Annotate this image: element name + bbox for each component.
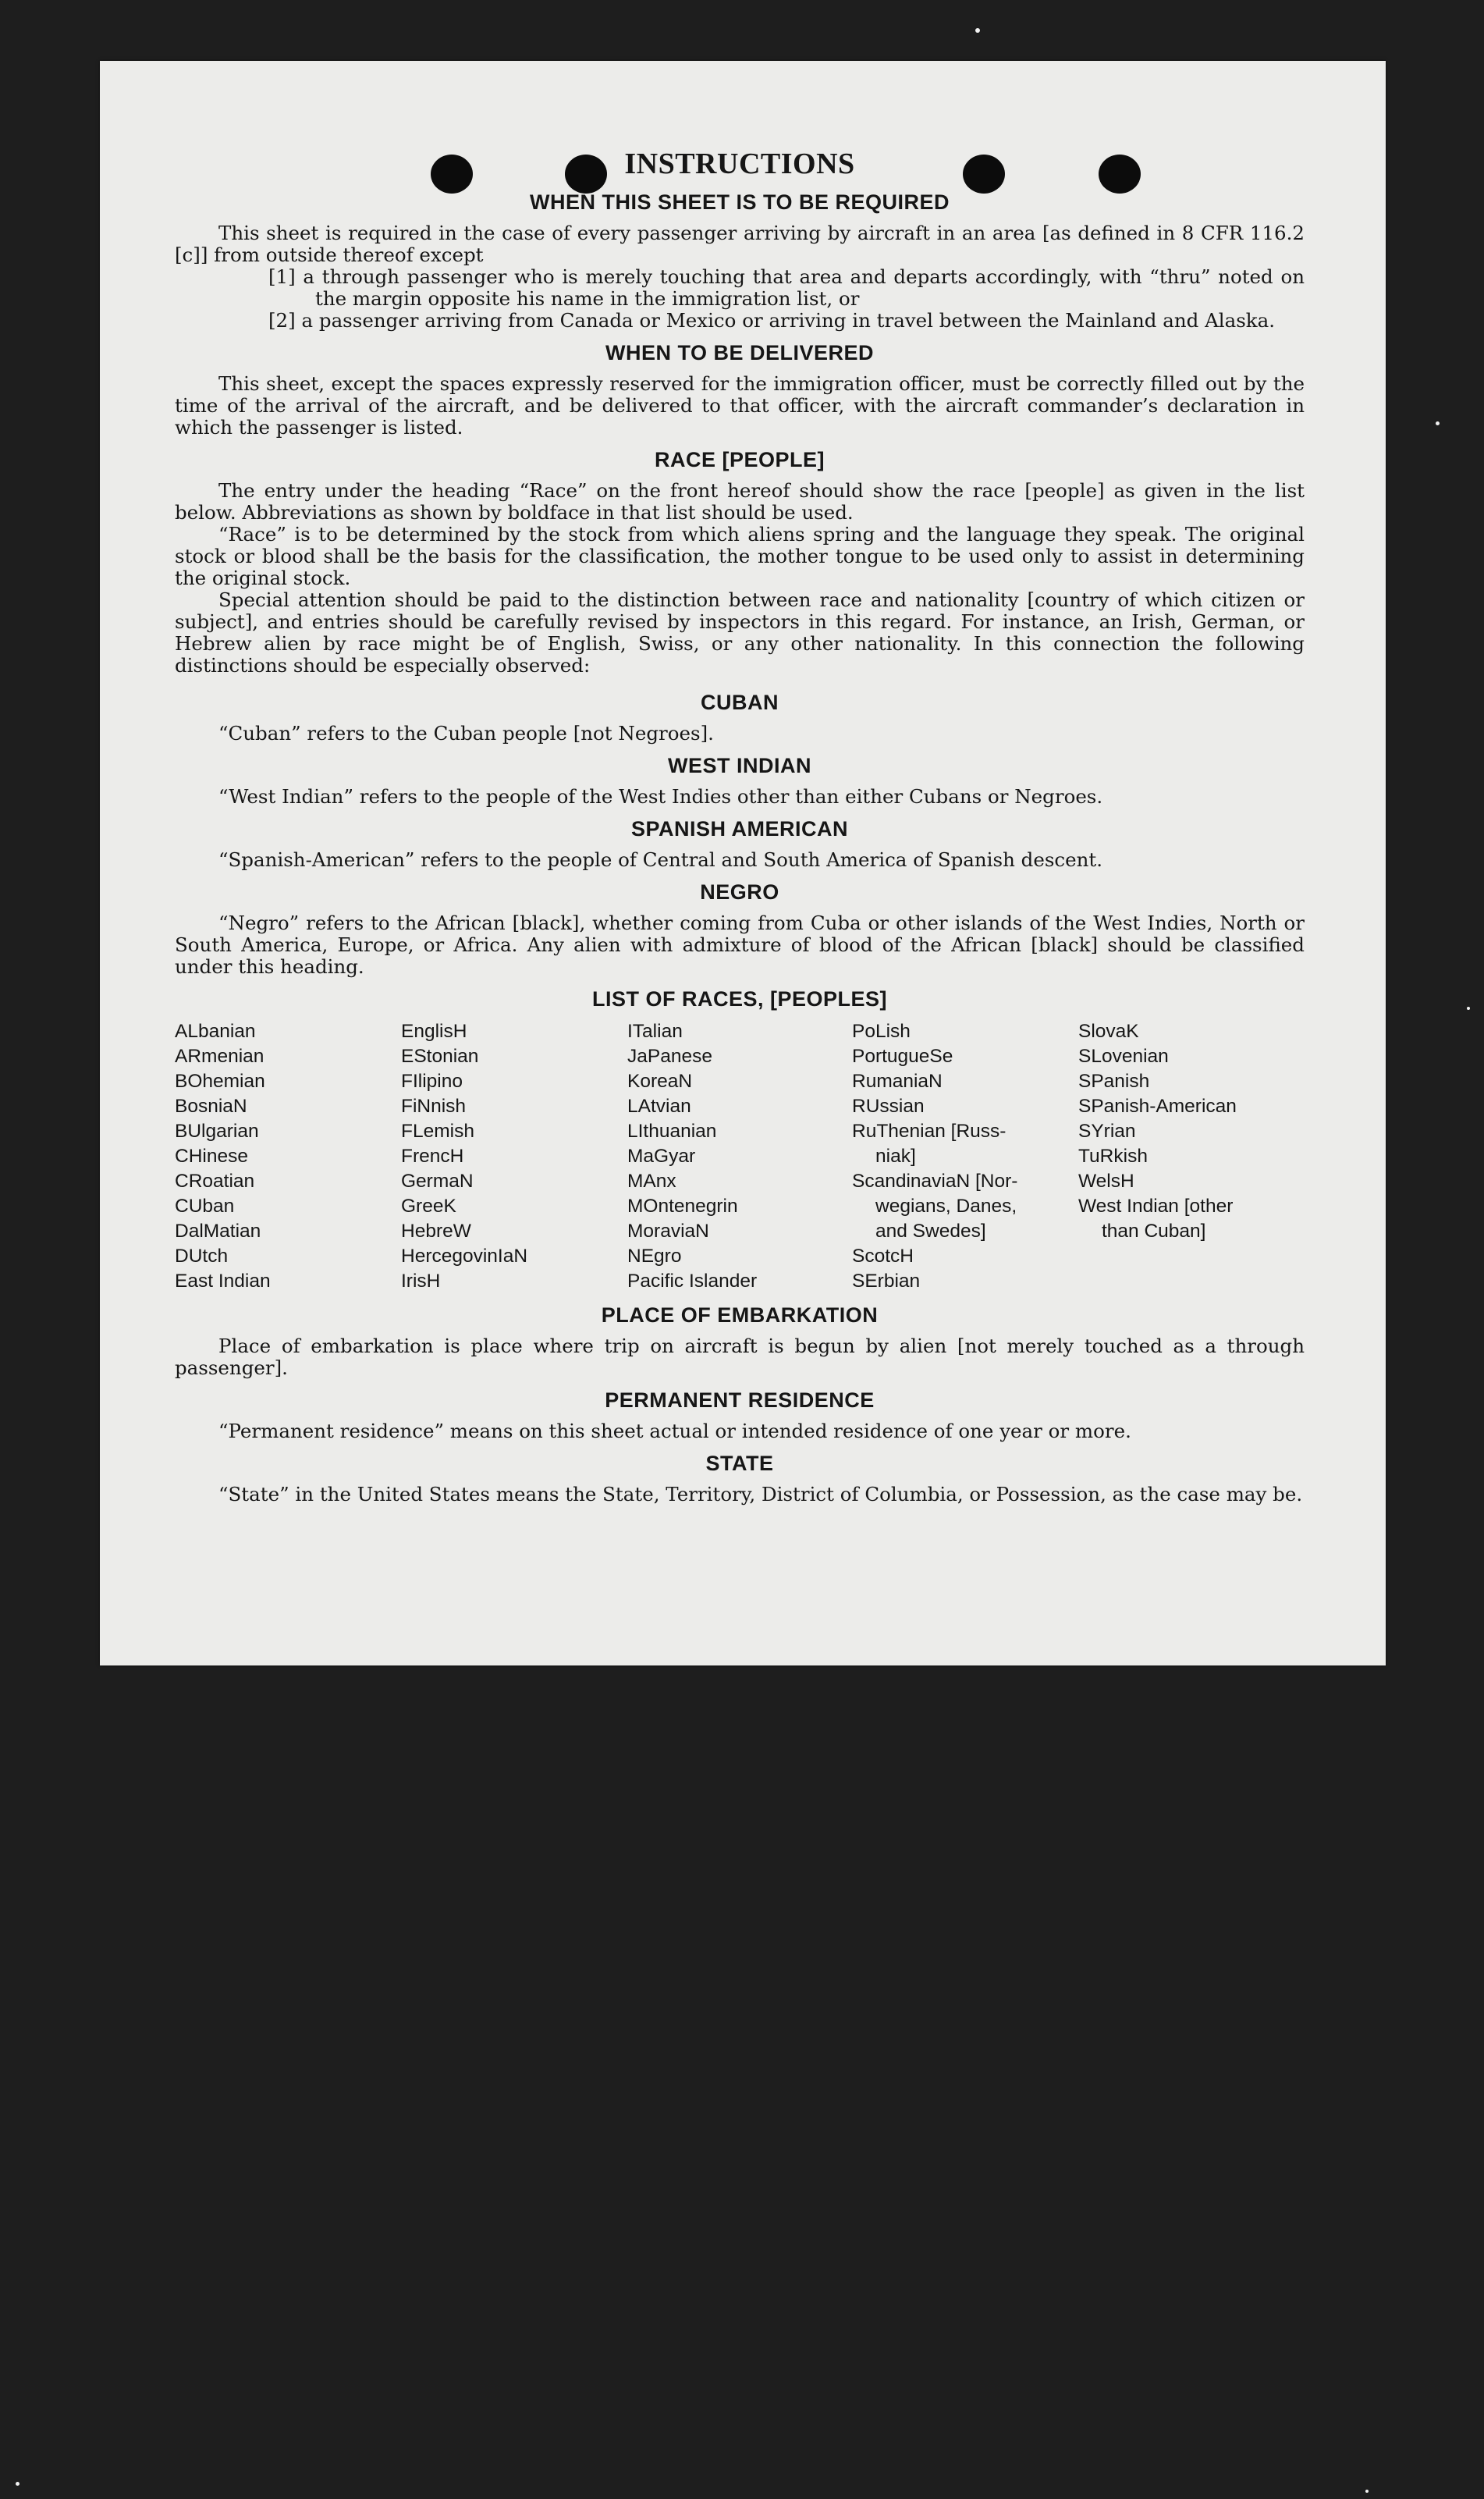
section-embarkation <box>175 1303 1305 1379</box>
instructions-content <box>175 147 1305 1513</box>
race-entry: CRoatian <box>175 1171 255 1192</box>
section-heading: STATE <box>705 1452 774 1475</box>
section-race <box>175 448 1305 677</box>
races-table <box>175 1019 1305 1294</box>
dust-speck <box>975 28 980 33</box>
section-delivered <box>175 341 1305 439</box>
race-entry: ScandinaviaN [Nor- <box>852 1171 1018 1192</box>
section-negro <box>175 880 1305 978</box>
race-entry: FiNnish <box>401 1096 467 1117</box>
race-entry: BUlgarian <box>175 1121 259 1142</box>
race-entry: West Indian [other <box>1078 1196 1234 1217</box>
race-entry: wegians, Danes, <box>875 1196 1017 1217</box>
race-entry: MaGyar <box>627 1146 696 1167</box>
race-entry: FIlipino <box>401 1071 463 1092</box>
section-heading: WHEN TO BE DELIVERED <box>605 341 875 364</box>
race-entry: GermaN <box>401 1171 474 1192</box>
section-heading: PLACE OF EMBARKATION <box>601 1303 879 1327</box>
section-heading: WHEN THIS SHEET IS TO BE REQUIRED <box>529 190 950 214</box>
race-entry: KoreaN <box>627 1071 693 1092</box>
section-heading: PERMANENT RESIDENCE <box>605 1388 875 1412</box>
race-entry: EnglisH <box>401 1021 467 1042</box>
race-entry: DalMatian <box>175 1221 261 1242</box>
document-page <box>100 61 1386 1665</box>
paragraph: “West Indian” refers to the people of the West Indies other than either Cubans or Negroes. <box>218 785 1103 808</box>
race-entry: BosniaN <box>175 1096 247 1117</box>
race-entry: SErbian <box>852 1271 921 1292</box>
section-heading: NEGRO <box>700 880 779 904</box>
race-entry: SYrian <box>1078 1121 1136 1142</box>
race-column <box>852 1019 1078 1294</box>
race-entry: ALbanian <box>175 1021 256 1042</box>
race-entry: HercegovinIaN <box>401 1246 528 1267</box>
paragraph: This sheet is required in the case of every passenger arriving by aircraft in an area [as defined in 8 CFR 116.2 [c]] from outside thereof except <box>175 222 1305 266</box>
paragraph: “Cuban” refers to the Cuban people [not Negroes]. <box>218 722 714 745</box>
race-entry: TuRkish <box>1078 1146 1148 1167</box>
race-entry: RumaniaN <box>852 1071 943 1092</box>
paragraph: This sheet, except the spaces expressly reserved for the immigration officer, must be correctly filled out by the time of the arrival of the aircraft, and be delivered to that officer, with the aircraft commander’s declaration in which the passenger is listed. <box>175 372 1305 439</box>
race-entry: ITalian <box>627 1021 683 1042</box>
race-entry: niak] <box>875 1146 916 1167</box>
race-column <box>175 1019 401 1294</box>
race-entry: East Indian <box>175 1271 271 1292</box>
race-entry: SlovaK <box>1078 1021 1139 1042</box>
race-entry: SLovenian <box>1078 1046 1169 1067</box>
race-entry: MAnx <box>627 1171 676 1192</box>
race-entry: NEgro <box>627 1246 682 1267</box>
race-entry: GreeK <box>401 1196 456 1217</box>
race-column <box>1078 1019 1305 1294</box>
race-entry: HebreW <box>401 1221 471 1242</box>
race-entry: Pacific Islander <box>627 1271 758 1292</box>
section-west-indian <box>175 754 1305 808</box>
paragraph: The entry under the heading “Race” on the front hereof should show the race [people] as given in the list below. Abbreviations as shown by boldface in that list should be used. <box>175 479 1305 524</box>
race-entry: ARmenian <box>175 1046 264 1067</box>
race-entry: EStonian <box>401 1046 479 1067</box>
race-entry: LAtvian <box>627 1096 691 1117</box>
race-entry: than Cuban] <box>1102 1221 1206 1242</box>
race-entry: BOhemian <box>175 1071 265 1092</box>
paragraph: “Negro” refers to the African [black], whether coming from Cuba or other islands of the West Indies, North or South America, Europe, or Africa. Any alien with admixture of blood of the African [black] should be classified under this heading. <box>175 912 1305 978</box>
section-state <box>175 1452 1305 1505</box>
race-entry: RuThenian [Russ- <box>852 1121 1006 1142</box>
race-entry: CHinese <box>175 1146 248 1167</box>
race-entry: MOntenegrin <box>627 1196 738 1217</box>
section-heading: CUBAN <box>701 691 779 714</box>
race-entry: SPanish <box>1078 1071 1150 1092</box>
section-spanish-american <box>175 817 1305 871</box>
paragraph: “State” in the United States means the State, Territory, District of Columbia, or Possession, as the case may be. <box>218 1483 1303 1505</box>
section-heading: RACE [PEOPLE] <box>654 448 825 471</box>
race-entry: PortugueSe <box>852 1046 953 1067</box>
race-entry: MoraviaN <box>627 1221 709 1242</box>
race-entry: and Swedes] <box>875 1221 986 1242</box>
race-entry: FLemish <box>401 1121 474 1142</box>
list-item: [2] a passenger arriving from Canada or Mexico or arriving in travel between the Mainland and Alaska. <box>268 309 1276 332</box>
section-required <box>175 190 1305 332</box>
section-residence <box>175 1388 1305 1442</box>
section-list-of-races <box>175 987 1305 1294</box>
race-entry: SPanish-American <box>1078 1096 1237 1117</box>
paragraph: Place of embarkation is place where trip on aircraft is begun by alien [not merely touched as a through passenger]. <box>175 1335 1305 1379</box>
dust-speck <box>1467 1007 1470 1010</box>
race-entry: JaPanese <box>627 1046 712 1067</box>
paragraph: “Race” is to be determined by the stock from which aliens spring and the language they speak. The original stock or blood shall be the basis for the classification, the mother tongue to be used only to assist in determining the original stock. <box>175 523 1305 589</box>
race-entry: IrisH <box>401 1271 441 1292</box>
race-column <box>401 1019 627 1294</box>
section-cuban <box>175 691 1305 745</box>
race-entry: FrencH <box>401 1146 464 1167</box>
race-entry: RUssian <box>852 1096 925 1117</box>
dust-speck <box>1365 2490 1369 2493</box>
paragraph: “Permanent residence” means on this sheet actual or intended residence of one year or more. <box>218 1420 1131 1442</box>
document-title: INSTRUCTIONS <box>624 148 855 180</box>
race-entry: DUtch <box>175 1246 229 1267</box>
race-column <box>627 1019 852 1294</box>
dust-speck <box>16 2482 20 2486</box>
section-heading: LIST OF RACES, [PEOPLES] <box>591 987 888 1011</box>
section-heading: SPANISH AMERICAN <box>630 817 848 841</box>
dust-speck <box>1436 421 1440 425</box>
race-entry: CUban <box>175 1196 235 1217</box>
list-item: [1] a through passenger who is merely touching that area and departs accordingly, with “thru” noted on the margin opposite his name in the immigration list, or <box>268 265 1305 310</box>
race-entry: WelsH <box>1078 1171 1134 1192</box>
race-entry: PoLish <box>852 1021 911 1042</box>
paragraph: Special attention should be paid to the distinction between race and nationality [country of which citizen or subject], and entries should be carefully revised by inspectors in this regard. For instance, an Irish, German, or Hebrew alien by race might be of English, Swiss, or any other nationality. In this connection the following distinctions should be especially observed: <box>175 588 1305 677</box>
paragraph: “Spanish-American” refers to the people of Central and South America of Spanish descent. <box>218 848 1103 871</box>
race-entry: ScotcH <box>852 1246 914 1267</box>
section-heading: WEST INDIAN <box>668 754 811 777</box>
race-entry: LIthuanian <box>627 1121 717 1142</box>
